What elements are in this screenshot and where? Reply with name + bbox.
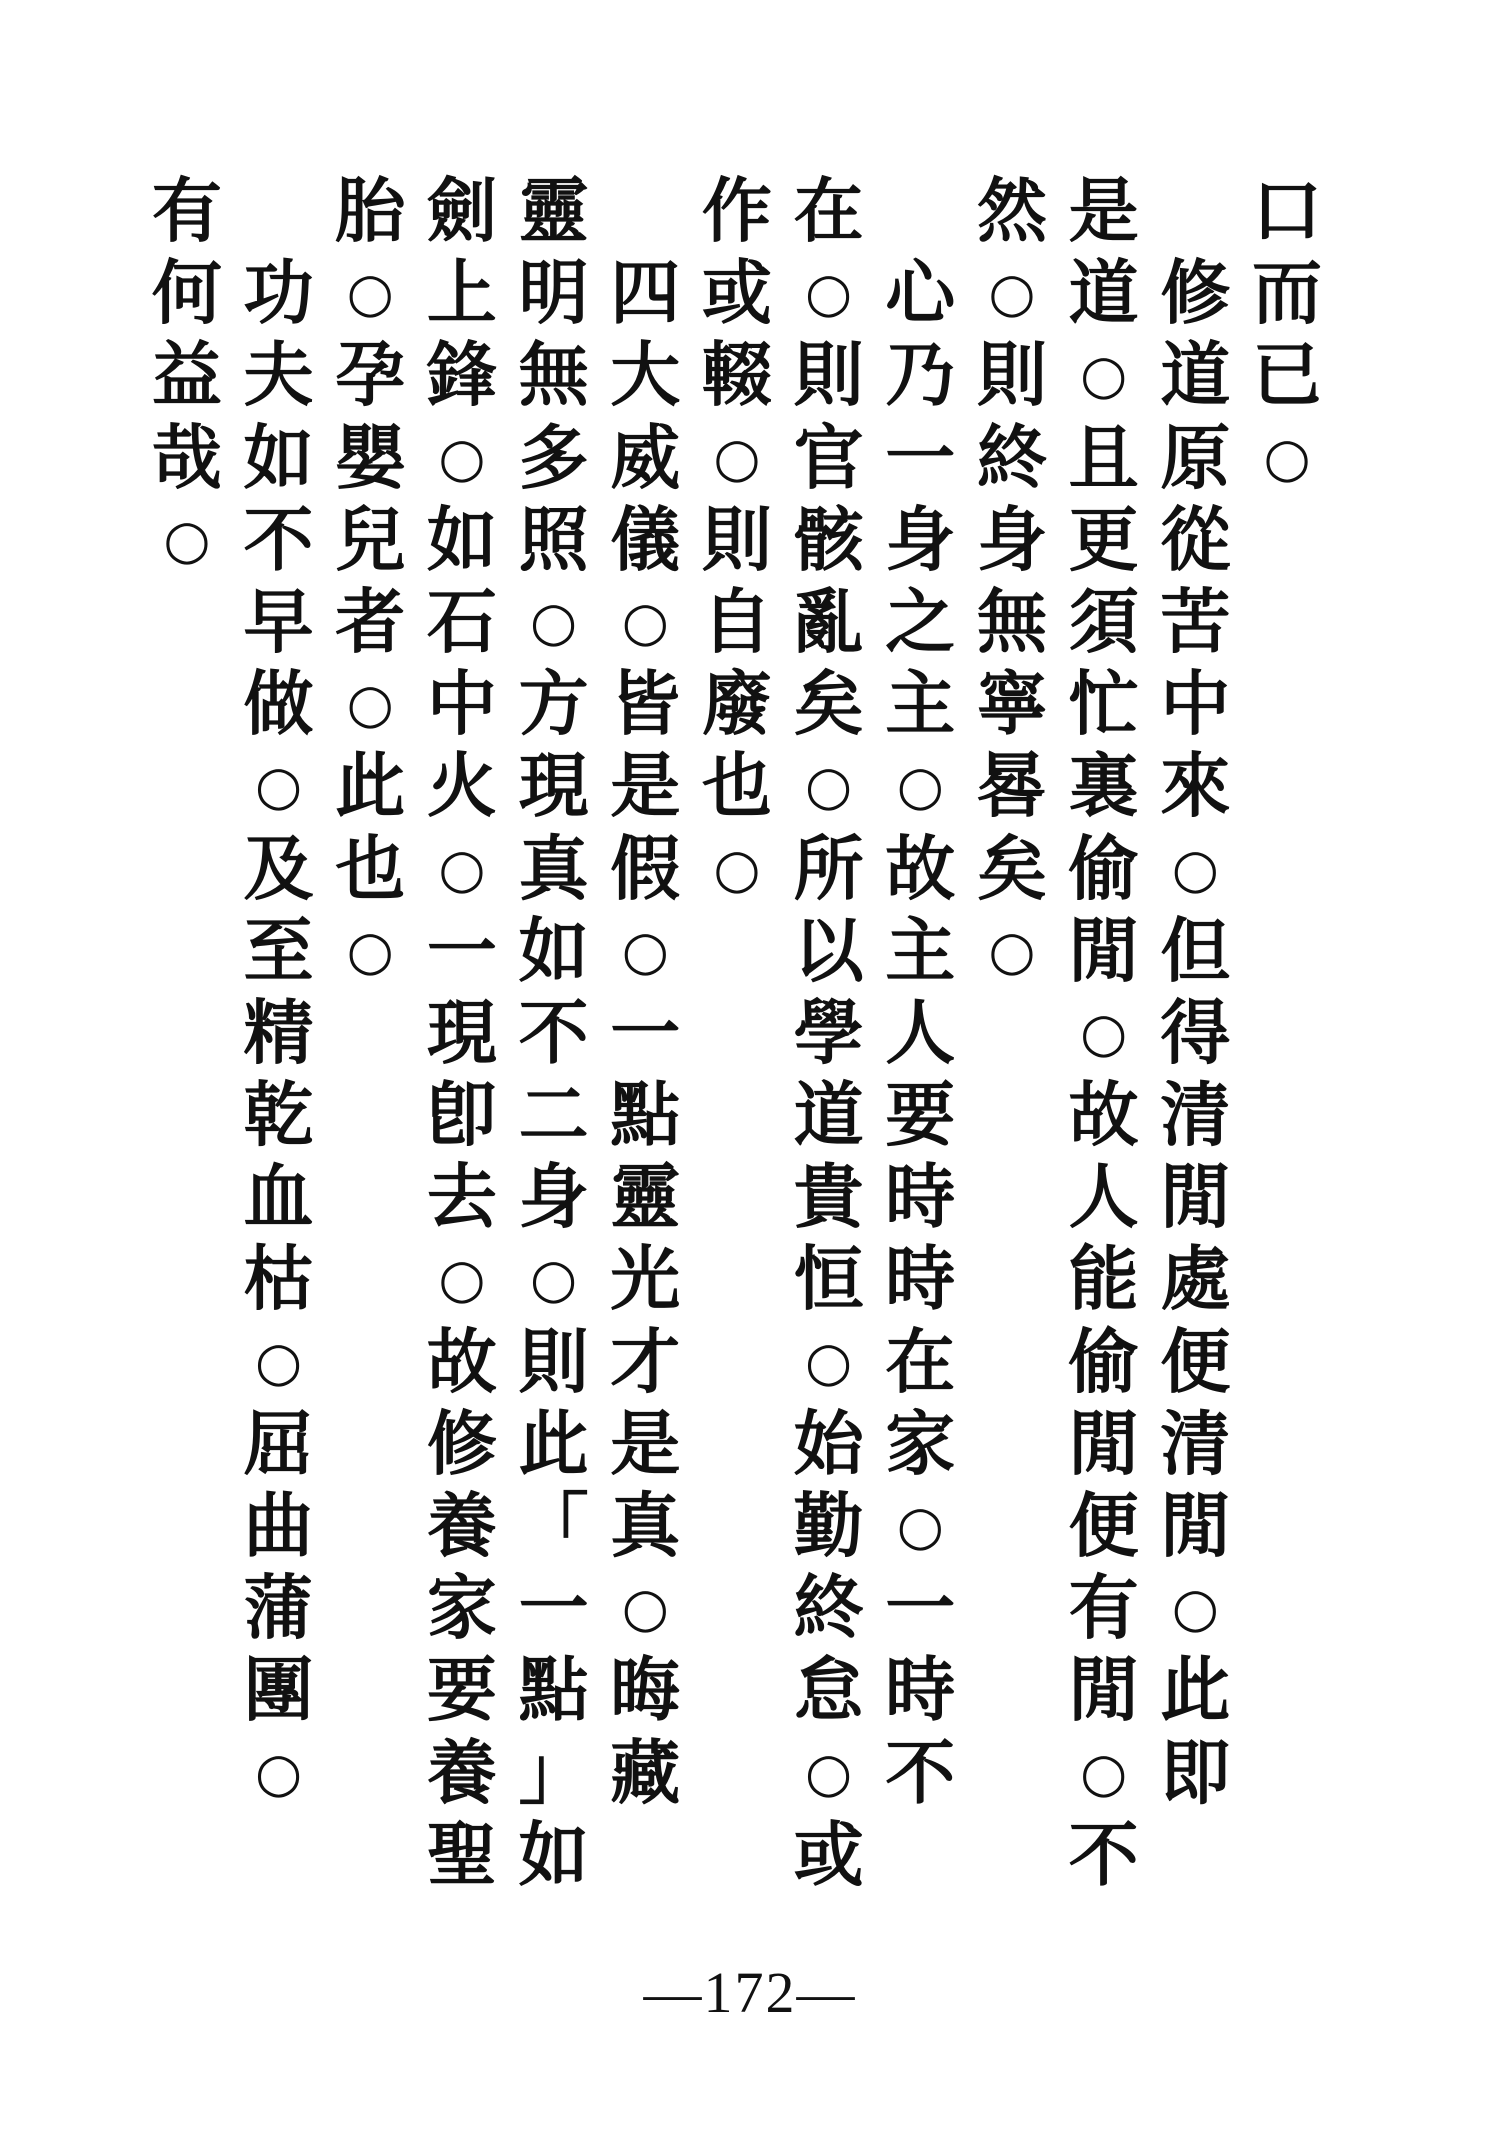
text-glyph: ○	[254, 754, 303, 818]
text-glyph	[877, 170, 963, 252]
text-glyph: 明	[518, 251, 589, 335]
text-glyph: 夫	[243, 333, 314, 417]
text-glyph: 有	[151, 169, 222, 252]
text-glyph: 然	[976, 169, 1047, 252]
text-glyph: 「	[518, 1484, 589, 1567]
text-glyph: 嬰	[335, 415, 406, 499]
text-glyph: 作	[701, 169, 772, 252]
text-glyph: 則	[701, 497, 772, 581]
text-glyph: 輟	[701, 333, 772, 417]
text-glyph: ○	[1263, 425, 1311, 489]
text-glyph: 人	[885, 990, 956, 1074]
text-glyph: 光	[610, 1237, 681, 1321]
text-glyph: ○	[988, 918, 1036, 982]
text-glyph: 勤	[793, 1484, 864, 1567]
text-glyph: 在	[793, 169, 864, 252]
text-glyph: ○	[713, 836, 761, 900]
text-glyph: 偷	[1068, 1319, 1139, 1403]
text-glyph: ○	[346, 261, 394, 325]
text-glyph: 在	[885, 1319, 956, 1403]
text-glyph: 養	[426, 1484, 497, 1567]
text-glyph: 閒	[1160, 1155, 1231, 1239]
text-glyph: 忙	[1068, 662, 1139, 746]
text-glyph: 才	[610, 1319, 681, 1403]
text-glyph: 矣	[976, 826, 1047, 910]
text-glyph: 皆	[610, 662, 681, 746]
text-column	[694, 170, 780, 910]
text-glyph: 閒	[1068, 908, 1139, 992]
text-glyph: 但	[1160, 908, 1231, 992]
text-glyph: 血	[243, 1155, 314, 1239]
text-glyph: 寧	[976, 662, 1047, 746]
text-glyph: 已	[1252, 333, 1322, 417]
text-glyph: 屈	[243, 1401, 314, 1485]
text-glyph: 鋒	[426, 333, 497, 417]
text-glyph: 養	[426, 1730, 497, 1814]
text-glyph: ○	[254, 1329, 303, 1393]
text-glyph: 及	[243, 826, 314, 910]
text-glyph: 現	[426, 990, 497, 1074]
text-glyph: 多	[518, 415, 589, 499]
text-glyph: 無	[976, 579, 1047, 663]
text-glyph: 始	[793, 1401, 864, 1485]
text-glyph: 閒	[1068, 1648, 1139, 1732]
text-glyph: 上	[426, 251, 497, 335]
text-glyph: 主	[885, 662, 956, 746]
text-glyph: 乃	[885, 333, 956, 417]
text-glyph: 儀	[610, 497, 681, 581]
text-glyph: 裏	[1068, 744, 1139, 828]
text-glyph: 故	[426, 1319, 497, 1403]
text-glyph: ○	[896, 1494, 944, 1557]
text-column	[419, 170, 505, 1896]
text-glyph: 貴	[793, 1155, 864, 1239]
text-glyph: 時	[885, 1237, 956, 1321]
text-glyph: 口	[1252, 169, 1322, 252]
text-column	[144, 170, 230, 581]
text-glyph: 處	[1160, 1237, 1231, 1321]
text-glyph: 聖	[426, 1812, 497, 1896]
text-glyph: 此	[335, 744, 406, 828]
text-glyph: 自	[701, 579, 772, 663]
text-column	[236, 170, 322, 1814]
text-glyph: ○	[1080, 1000, 1128, 1064]
text-glyph: 無	[518, 333, 589, 417]
text-glyph: ○	[713, 425, 761, 489]
text-glyph: 此	[518, 1401, 589, 1485]
text-glyph: 中	[426, 662, 497, 746]
text-glyph: 官	[793, 415, 864, 499]
text-glyph: 道	[1160, 333, 1231, 417]
text-glyph: 是	[610, 1401, 681, 1485]
text-glyph: 早	[243, 579, 314, 663]
text-glyph: 更	[1068, 497, 1139, 581]
text-glyph: 修	[426, 1401, 497, 1485]
text-glyph: 時	[885, 1648, 956, 1732]
text-glyph: 靈	[610, 1155, 681, 1239]
text-glyph: 一	[518, 1566, 589, 1650]
text-glyph: 哉	[151, 415, 222, 499]
text-column	[1061, 170, 1147, 1896]
text-glyph: 身	[518, 1155, 589, 1239]
text-glyph: 則	[793, 333, 864, 417]
text-glyph: 要	[885, 1073, 956, 1157]
text-glyph: 便	[1068, 1484, 1139, 1567]
text-glyph: 人	[1068, 1155, 1139, 1239]
text-glyph: 不	[518, 990, 589, 1074]
text-glyph: 是	[1068, 169, 1139, 252]
text-glyph: 且	[1068, 415, 1139, 499]
text-glyph: ○	[805, 261, 853, 325]
text-glyph: 心	[885, 251, 956, 335]
text-glyph: 以	[793, 908, 864, 992]
text-glyph: 能	[1068, 1237, 1139, 1321]
text-glyph: 靈	[518, 169, 589, 252]
text-glyph: 晷	[976, 744, 1047, 828]
text-glyph: 也	[701, 744, 772, 828]
text-glyph: 至	[243, 908, 314, 992]
text-glyph: 即	[1160, 1730, 1231, 1814]
text-glyph: 一	[426, 908, 497, 992]
text-glyph: 方	[518, 662, 589, 746]
text-glyph: 所	[793, 826, 864, 910]
text-glyph: ○	[346, 672, 394, 736]
text-glyph: 須	[1068, 579, 1139, 663]
text-glyph: 亂	[793, 579, 864, 663]
text-glyph: 胎	[335, 169, 406, 252]
text-glyph: 孕	[335, 333, 406, 417]
text-glyph: 真	[518, 826, 589, 910]
text-glyph: 閒	[1068, 1401, 1139, 1485]
text-glyph: ○	[163, 507, 211, 571]
text-glyph: 有	[1068, 1566, 1139, 1650]
text-glyph: 點	[518, 1648, 589, 1732]
text-glyph: ○	[805, 1329, 853, 1393]
text-glyph: 此	[1160, 1648, 1231, 1732]
text-column	[969, 170, 1055, 992]
text-glyph: 如	[243, 415, 314, 499]
text-glyph: 原	[1160, 415, 1231, 499]
text-glyph: 家	[885, 1401, 956, 1485]
text-glyph: 如	[426, 497, 497, 581]
text-glyph: 藏	[610, 1730, 681, 1814]
text-glyph: 終	[976, 415, 1047, 499]
text-glyph: 點	[610, 1073, 681, 1157]
text-glyph: ○	[805, 1740, 853, 1804]
text-glyph: 則	[976, 333, 1047, 417]
text-glyph: 精	[243, 990, 314, 1074]
text-glyph	[602, 170, 688, 252]
page-number: —172—	[643, 1960, 857, 2025]
text-glyph: 恒	[793, 1237, 864, 1321]
vertical-text-block	[150, 170, 1330, 1930]
text-glyph: 廢	[701, 662, 772, 746]
text-glyph: ○	[1080, 1740, 1128, 1804]
text-glyph: ○	[621, 1576, 669, 1640]
text-glyph: ○	[346, 918, 394, 982]
text-glyph: 功	[243, 251, 314, 335]
text-glyph: 而	[1252, 251, 1322, 335]
text-glyph: ○	[438, 425, 486, 489]
text-glyph: 不	[1068, 1812, 1139, 1896]
text-glyph: 或	[793, 1812, 864, 1896]
text-glyph: ○	[805, 754, 853, 818]
text-glyph: 做	[243, 662, 314, 746]
text-glyph: 石	[426, 579, 497, 663]
text-glyph: 火	[426, 744, 497, 828]
text-glyph: 苦	[1160, 579, 1231, 663]
text-glyph: ○	[438, 1247, 486, 1311]
text-glyph: 時	[885, 1155, 956, 1239]
text-glyph: ○	[621, 918, 669, 982]
text-glyph: ○	[1171, 836, 1219, 900]
text-column	[877, 170, 963, 1814]
text-glyph: 不	[243, 497, 314, 581]
text-glyph: ○	[896, 754, 944, 818]
text-glyph: 中	[1160, 662, 1231, 746]
text-glyph: 威	[610, 415, 681, 499]
text-glyph: 益	[151, 333, 222, 417]
text-glyph: 去	[426, 1155, 497, 1239]
text-glyph: 閒	[1160, 1484, 1231, 1567]
text-glyph: 學	[793, 990, 864, 1074]
text-glyph: 一	[610, 990, 681, 1074]
text-glyph: ○	[988, 261, 1036, 325]
text-glyph: 曲	[243, 1484, 314, 1567]
text-glyph: 故	[1068, 1073, 1139, 1157]
text-glyph: 偷	[1068, 826, 1139, 910]
text-glyph: 晦	[610, 1648, 681, 1732]
text-glyph: 或	[701, 251, 772, 335]
text-glyph: 是	[610, 744, 681, 828]
text-glyph: 之	[885, 579, 956, 663]
text-glyph: 乾	[243, 1073, 314, 1157]
text-glyph: ○	[1171, 1576, 1219, 1640]
text-glyph: 身	[976, 497, 1047, 581]
text-glyph: 主	[885, 908, 956, 992]
text-glyph: 二	[518, 1073, 589, 1157]
text-glyph: 者	[335, 579, 406, 663]
text-glyph: 修	[1160, 251, 1231, 335]
text-glyph: 如	[518, 1812, 589, 1896]
text-glyph: 來	[1160, 744, 1231, 828]
text-glyph: 不	[885, 1730, 956, 1814]
text-glyph: 則	[518, 1319, 589, 1403]
text-glyph: 要	[426, 1648, 497, 1732]
text-glyph: 道	[1068, 251, 1139, 335]
text-glyph: 兒	[335, 497, 406, 581]
text-column	[602, 170, 688, 1814]
text-glyph: 現	[518, 744, 589, 828]
text-glyph: 枯	[243, 1237, 314, 1321]
text-glyph: 蒲	[243, 1566, 314, 1650]
text-glyph: 如	[518, 908, 589, 992]
text-glyph: 故	[885, 826, 956, 910]
text-glyph: 一	[885, 415, 956, 499]
text-glyph: 團	[243, 1648, 314, 1732]
text-column	[327, 170, 413, 992]
text-glyph: 骸	[793, 497, 864, 581]
text-column	[511, 170, 597, 1896]
text-glyph: 終	[793, 1566, 864, 1650]
text-glyph: ○	[530, 1247, 578, 1311]
text-glyph	[1152, 170, 1238, 252]
text-glyph: 真	[610, 1484, 681, 1567]
text-glyph: 大	[610, 333, 681, 417]
text-column	[1152, 170, 1238, 1814]
text-glyph: ○	[530, 589, 578, 653]
text-glyph: 卽	[426, 1073, 497, 1157]
text-glyph: 便	[1160, 1319, 1231, 1403]
text-glyph: 清	[1160, 1401, 1231, 1485]
text-glyph: 怠	[793, 1648, 864, 1732]
text-glyph: 一	[885, 1566, 956, 1650]
text-glyph: 身	[885, 497, 956, 581]
text-glyph: 道	[793, 1073, 864, 1157]
text-glyph: 清	[1160, 1073, 1231, 1157]
text-glyph: 從	[1160, 497, 1231, 581]
text-glyph: 四	[610, 251, 681, 335]
text-glyph	[236, 170, 322, 252]
text-glyph: 家	[426, 1566, 497, 1650]
text-glyph: 劍	[426, 169, 497, 252]
text-glyph: ○	[254, 1740, 303, 1804]
text-glyph: ○	[621, 589, 669, 653]
text-glyph: 照	[518, 497, 589, 581]
text-column	[786, 170, 872, 1896]
text-glyph: ○	[1080, 343, 1128, 407]
text-glyph: 得	[1160, 990, 1231, 1074]
text-glyph: 假	[610, 826, 681, 910]
text-glyph: 也	[335, 826, 406, 910]
text-glyph: 矣	[793, 662, 864, 746]
text-glyph: 」	[518, 1730, 589, 1814]
text-glyph: 何	[151, 251, 222, 335]
text-glyph: ○	[438, 836, 486, 900]
